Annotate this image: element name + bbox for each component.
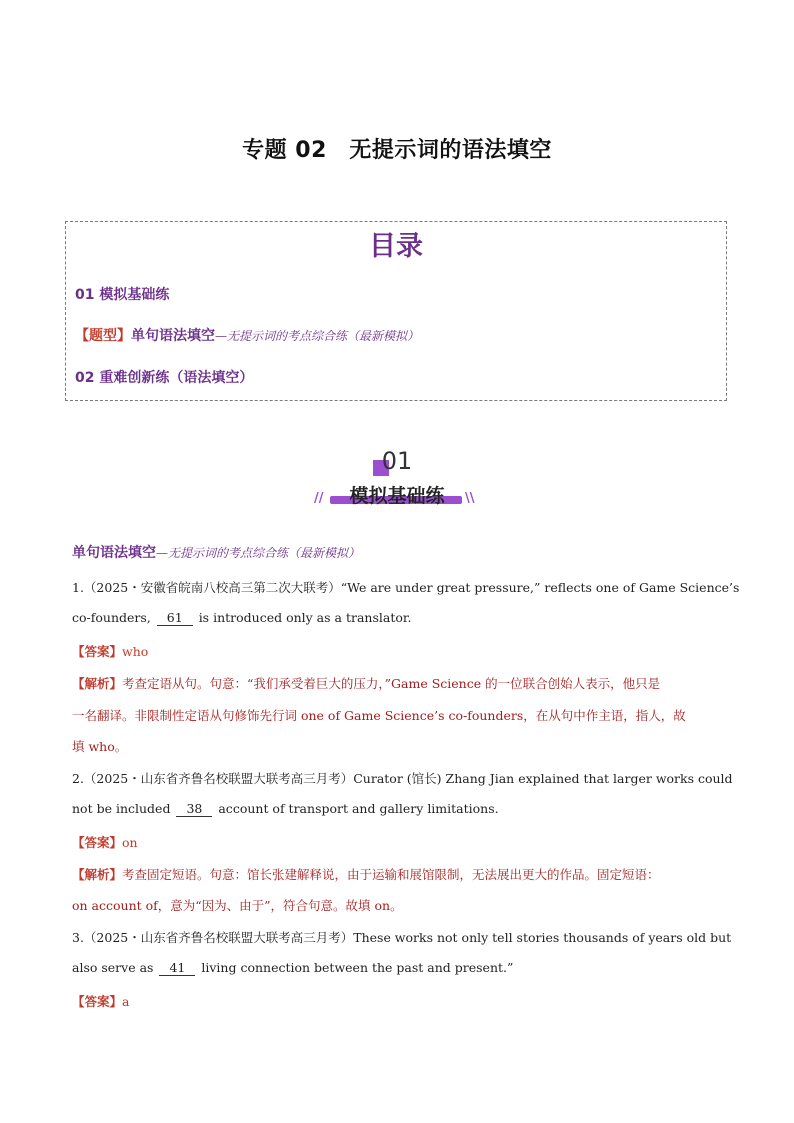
- question-1-text: 1.（2025・安徽省皖南八校高三第二次大联考）“We are under great pressure,” reflects one of Game Science’s: [72, 580, 740, 595]
- answer-label: 【答案】: [72, 835, 123, 850]
- question-3-post: living connection between the past and present.”: [201, 960, 514, 975]
- document-title: 专题 02 无提示词的语法填空: [242, 138, 552, 163]
- question-2-analysis-2: on account of，意为“因为、由于”，符合句意。故填 on。: [72, 898, 403, 913]
- question-1-post: is introduced only as a translator.: [198, 610, 412, 625]
- answer-value: a: [122, 994, 130, 1009]
- question-3-pre: also serve as: [72, 960, 154, 975]
- sub-heading-main: 单句语法填空: [72, 545, 156, 561]
- answer-value: on: [122, 835, 138, 850]
- analysis-text: 考查固定短语。句意：馆长张建解释说，由于运输和展馆限制，无法展出更大的作品。固定短语：: [122, 867, 660, 882]
- question-2-pre: not be included: [72, 801, 171, 816]
- analysis-text: 考查定语从句。句意：“我们承受着巨大的压力，”Game Science 的一位联合创始人表示，他只是: [122, 676, 661, 691]
- question-1-continuation: [72, 610, 732, 626]
- analysis-label: 【解析】: [72, 867, 123, 882]
- toc-item-main: 单句语法填空: [131, 328, 215, 344]
- section-label: 模拟基础练: [349, 485, 445, 507]
- slash-decoration-right: \\: [465, 491, 475, 506]
- section-badge: [0, 447, 794, 517]
- table-of-contents: [65, 221, 727, 401]
- question-2-answer: [72, 833, 732, 851]
- answer-label: 【答案】: [72, 644, 123, 659]
- question-2-analysis-1: [72, 865, 732, 883]
- question-3-text: 3.（2025・山东省齐鲁名校联盟大联考高三月考）These works not only tell stories thousands of years old but: [72, 930, 732, 945]
- section-number: 01: [381, 447, 413, 475]
- slash-decoration-left: //: [314, 491, 324, 506]
- question-1-analysis-2: 一名翻译。非限制性定语从句修饰先行词 one of Game Science’s co-founders，在从句中作主语，指人，故: [72, 708, 686, 723]
- question-2-continuation: [72, 801, 732, 817]
- analysis-label: 【解析】: [72, 676, 123, 691]
- question-1-analysis-3: 填 who。: [72, 739, 128, 754]
- toc-item-sub: —无提示词的考点综合练（最新模拟）: [215, 329, 420, 343]
- question-1-analysis-1: [72, 674, 732, 692]
- question-3-continuation: [72, 960, 732, 976]
- question-1-pre: co-founders,: [72, 610, 151, 625]
- toc-item-advanced-practice[interactable]: 02 重难创新练（语法填空）: [75, 370, 254, 386]
- toc-item-question-type[interactable]: [75, 325, 419, 345]
- sub-heading-sub: —无提示词的考点综合练（最新模拟）: [156, 546, 361, 560]
- question-1-blank: 61: [157, 610, 193, 626]
- question-1-answer: [72, 642, 732, 660]
- question-3-answer: [72, 992, 732, 1010]
- question-2-blank: 38: [176, 801, 212, 817]
- toc-heading: 目录: [369, 231, 423, 262]
- question-2-post: account of transport and gallery limitations.: [218, 801, 499, 816]
- answer-value: who: [122, 644, 149, 659]
- toc-item-basic-practice[interactable]: 01 模拟基础练: [75, 287, 170, 303]
- question-3-blank: 41: [159, 960, 195, 976]
- sub-heading: [72, 542, 360, 562]
- toc-item-tag: 【题型】: [75, 328, 131, 344]
- question-2-text: 2.（2025・山东省齐鲁名校联盟大联考高三月考）Curator (馆长) Zhang Jian explained that larger works could: [72, 771, 733, 786]
- answer-label: 【答案】: [72, 994, 123, 1009]
